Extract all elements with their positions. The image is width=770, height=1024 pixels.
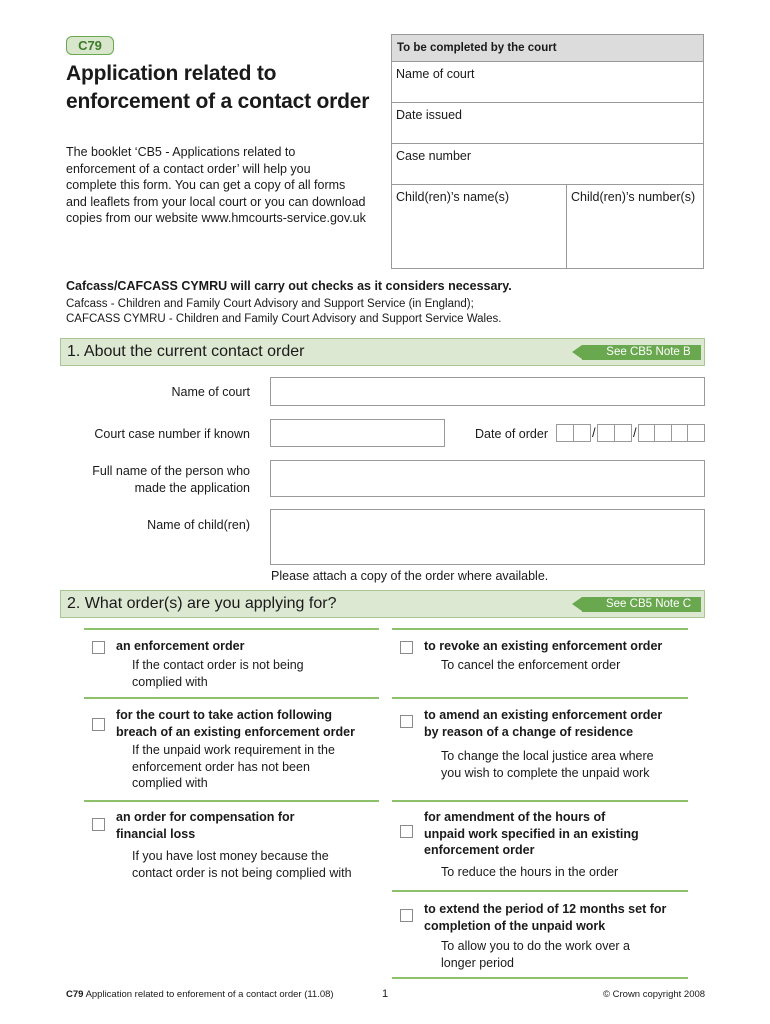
note-arrow-icon [572, 345, 582, 359]
applicant-name-input[interactable] [270, 460, 705, 497]
cb5-note-c-link[interactable]: See CB5 Note C [596, 597, 701, 612]
section-1-header [60, 338, 705, 366]
note-arrow-icon [572, 597, 582, 611]
cafcass-notice: Cafcass/CAFCASS CYMRU will carry out checks as it considers necessary. [66, 279, 512, 293]
option-title-line: by reason of a change of residence [424, 724, 634, 739]
form-code-badge: C79 [66, 36, 114, 55]
court-use-box [391, 34, 704, 269]
option-description: To reduce the hours in the order [441, 865, 619, 879]
option-description-line: If the unpaid work requirement in the [132, 743, 335, 757]
date-year-input[interactable] [638, 424, 705, 442]
option-title [116, 707, 355, 740]
option-title-line: for the court to take action following [116, 708, 332, 722]
case-number-input[interactable] [270, 419, 445, 447]
option-title: to revoke an existing enforcement order [424, 639, 663, 653]
children-name-label: Name of child(ren) [147, 518, 250, 532]
option-description-line: To change the local justice area where [441, 749, 654, 763]
option-title-line: completion of the unpaid work [424, 918, 606, 933]
option-title [424, 707, 662, 740]
divider [84, 697, 379, 699]
intro-line: The booklet ‘CB5 - Applications related to [66, 145, 296, 159]
applicant-name-label-line: made the application [134, 480, 250, 495]
children-numbers-field: Child(ren)’s number(s) [571, 190, 696, 204]
enforcement-order-checkbox[interactable] [92, 641, 105, 654]
divider [392, 697, 688, 699]
intro-text [66, 144, 386, 227]
note-arrow-icon [582, 345, 596, 360]
option-description [441, 748, 654, 781]
amend-residence-checkbox[interactable] [400, 715, 413, 728]
option-description-line: complied with [132, 776, 208, 790]
footer-form-title: Application related to enforement of a contact order (11.08) [85, 989, 334, 1000]
attach-order-note: Please attach a copy of the order where available. [271, 569, 549, 583]
children-name-input[interactable] [270, 509, 705, 565]
divider [392, 890, 688, 892]
note-arrow-icon [582, 597, 596, 612]
children-names-field: Child(ren)’s name(s) [392, 185, 567, 269]
title-line: enforcement of a contact order [66, 90, 370, 113]
court-name-input[interactable] [270, 377, 705, 406]
cafcass-definition: CAFCASS CYMRU - Children and Family Court Advisory and Support Service Wales. [66, 313, 502, 325]
option-description [441, 938, 630, 971]
amend-hours-checkbox[interactable] [400, 825, 413, 838]
section-2-header [60, 590, 705, 618]
option-description-line: you wish to complete the unpaid work [441, 765, 650, 780]
divider [392, 628, 688, 630]
date-separator: / [633, 425, 637, 440]
option-title [424, 901, 666, 934]
case-number-label: Court case number if known [94, 427, 250, 441]
copyright-notice: © Crown copyright 2008 [603, 989, 706, 1000]
page-number: 1 [382, 988, 389, 1000]
date-issued-field: Date issued [392, 103, 703, 144]
option-title-line: unpaid work specified in an existing [424, 826, 639, 841]
option-description-line: If the contact order is not being [132, 658, 304, 672]
option-title-line: for amendment of the hours of [424, 810, 606, 824]
case-number-field: Case number [392, 144, 703, 185]
option-description-line: If you have lost money because the [132, 849, 329, 863]
footer-form-code: C79 [66, 989, 84, 1000]
section-2-title: 2. What order(s) are you applying for? [67, 595, 337, 612]
option-title-line: an order for compensation for [116, 810, 295, 824]
intro-line: and leaflets from your local court or you can download [66, 194, 366, 209]
option-title [116, 809, 295, 842]
option-description [132, 657, 304, 690]
option-description-line: To allow you to do the work over a [441, 939, 630, 953]
divider [84, 628, 379, 630]
option-description-line: longer period [441, 955, 514, 970]
option-description [132, 848, 352, 881]
option-description: To cancel the enforcement order [441, 658, 621, 672]
option-title: an enforcement order [116, 639, 245, 653]
date-separator: / [592, 425, 596, 440]
option-title-line: financial loss [116, 826, 196, 841]
date-of-order-label: Date of order [475, 427, 548, 441]
option-title-line: breach of an existing enforcement order [116, 724, 355, 739]
extend-period-checkbox[interactable] [400, 909, 413, 922]
applicant-name-label [60, 463, 250, 496]
option-title-line: to extend the period of 12 months set for [424, 902, 667, 916]
intro-line: complete this form. You can get a copy of all forms [66, 178, 346, 192]
option-title-line: to amend an existing enforcement order [424, 708, 663, 722]
divider [392, 800, 688, 802]
option-description [132, 742, 335, 792]
date-day-input[interactable] [556, 424, 591, 442]
page-title [66, 60, 396, 116]
date-month-input[interactable] [597, 424, 632, 442]
divider [392, 977, 688, 979]
title-line: Application related to [66, 62, 277, 85]
footer-form-reference [66, 989, 334, 1000]
section-1-title: 1. About the current contact order [67, 343, 305, 360]
court-name-label: Name of court [171, 385, 250, 399]
applicant-name-label-line: Full name of the person who [92, 464, 250, 478]
option-description-line: contact order is not being complied with [132, 865, 352, 880]
court-name-field: Name of court [392, 62, 703, 103]
option-title-line: enforcement order [424, 843, 535, 857]
option-description-line: enforcement order has not been [132, 759, 310, 774]
divider [84, 800, 379, 802]
cb5-note-b-link[interactable]: See CB5 Note B [596, 345, 701, 360]
breach-action-checkbox[interactable] [92, 718, 105, 731]
cafcass-definition: Cafcass - Children and Family Court Advisory and Support Service (in England); [66, 298, 474, 310]
option-title [424, 809, 639, 859]
intro-line: enforcement of a contact order’ will help you [66, 161, 311, 176]
court-box-header: To be completed by the court [392, 35, 703, 62]
compensation-order-checkbox[interactable] [92, 818, 105, 831]
option-description-line: complied with [132, 674, 208, 689]
revoke-order-checkbox[interactable] [400, 641, 413, 654]
intro-line: copies from our website www.hmcourts-service.gov.uk [66, 211, 366, 225]
